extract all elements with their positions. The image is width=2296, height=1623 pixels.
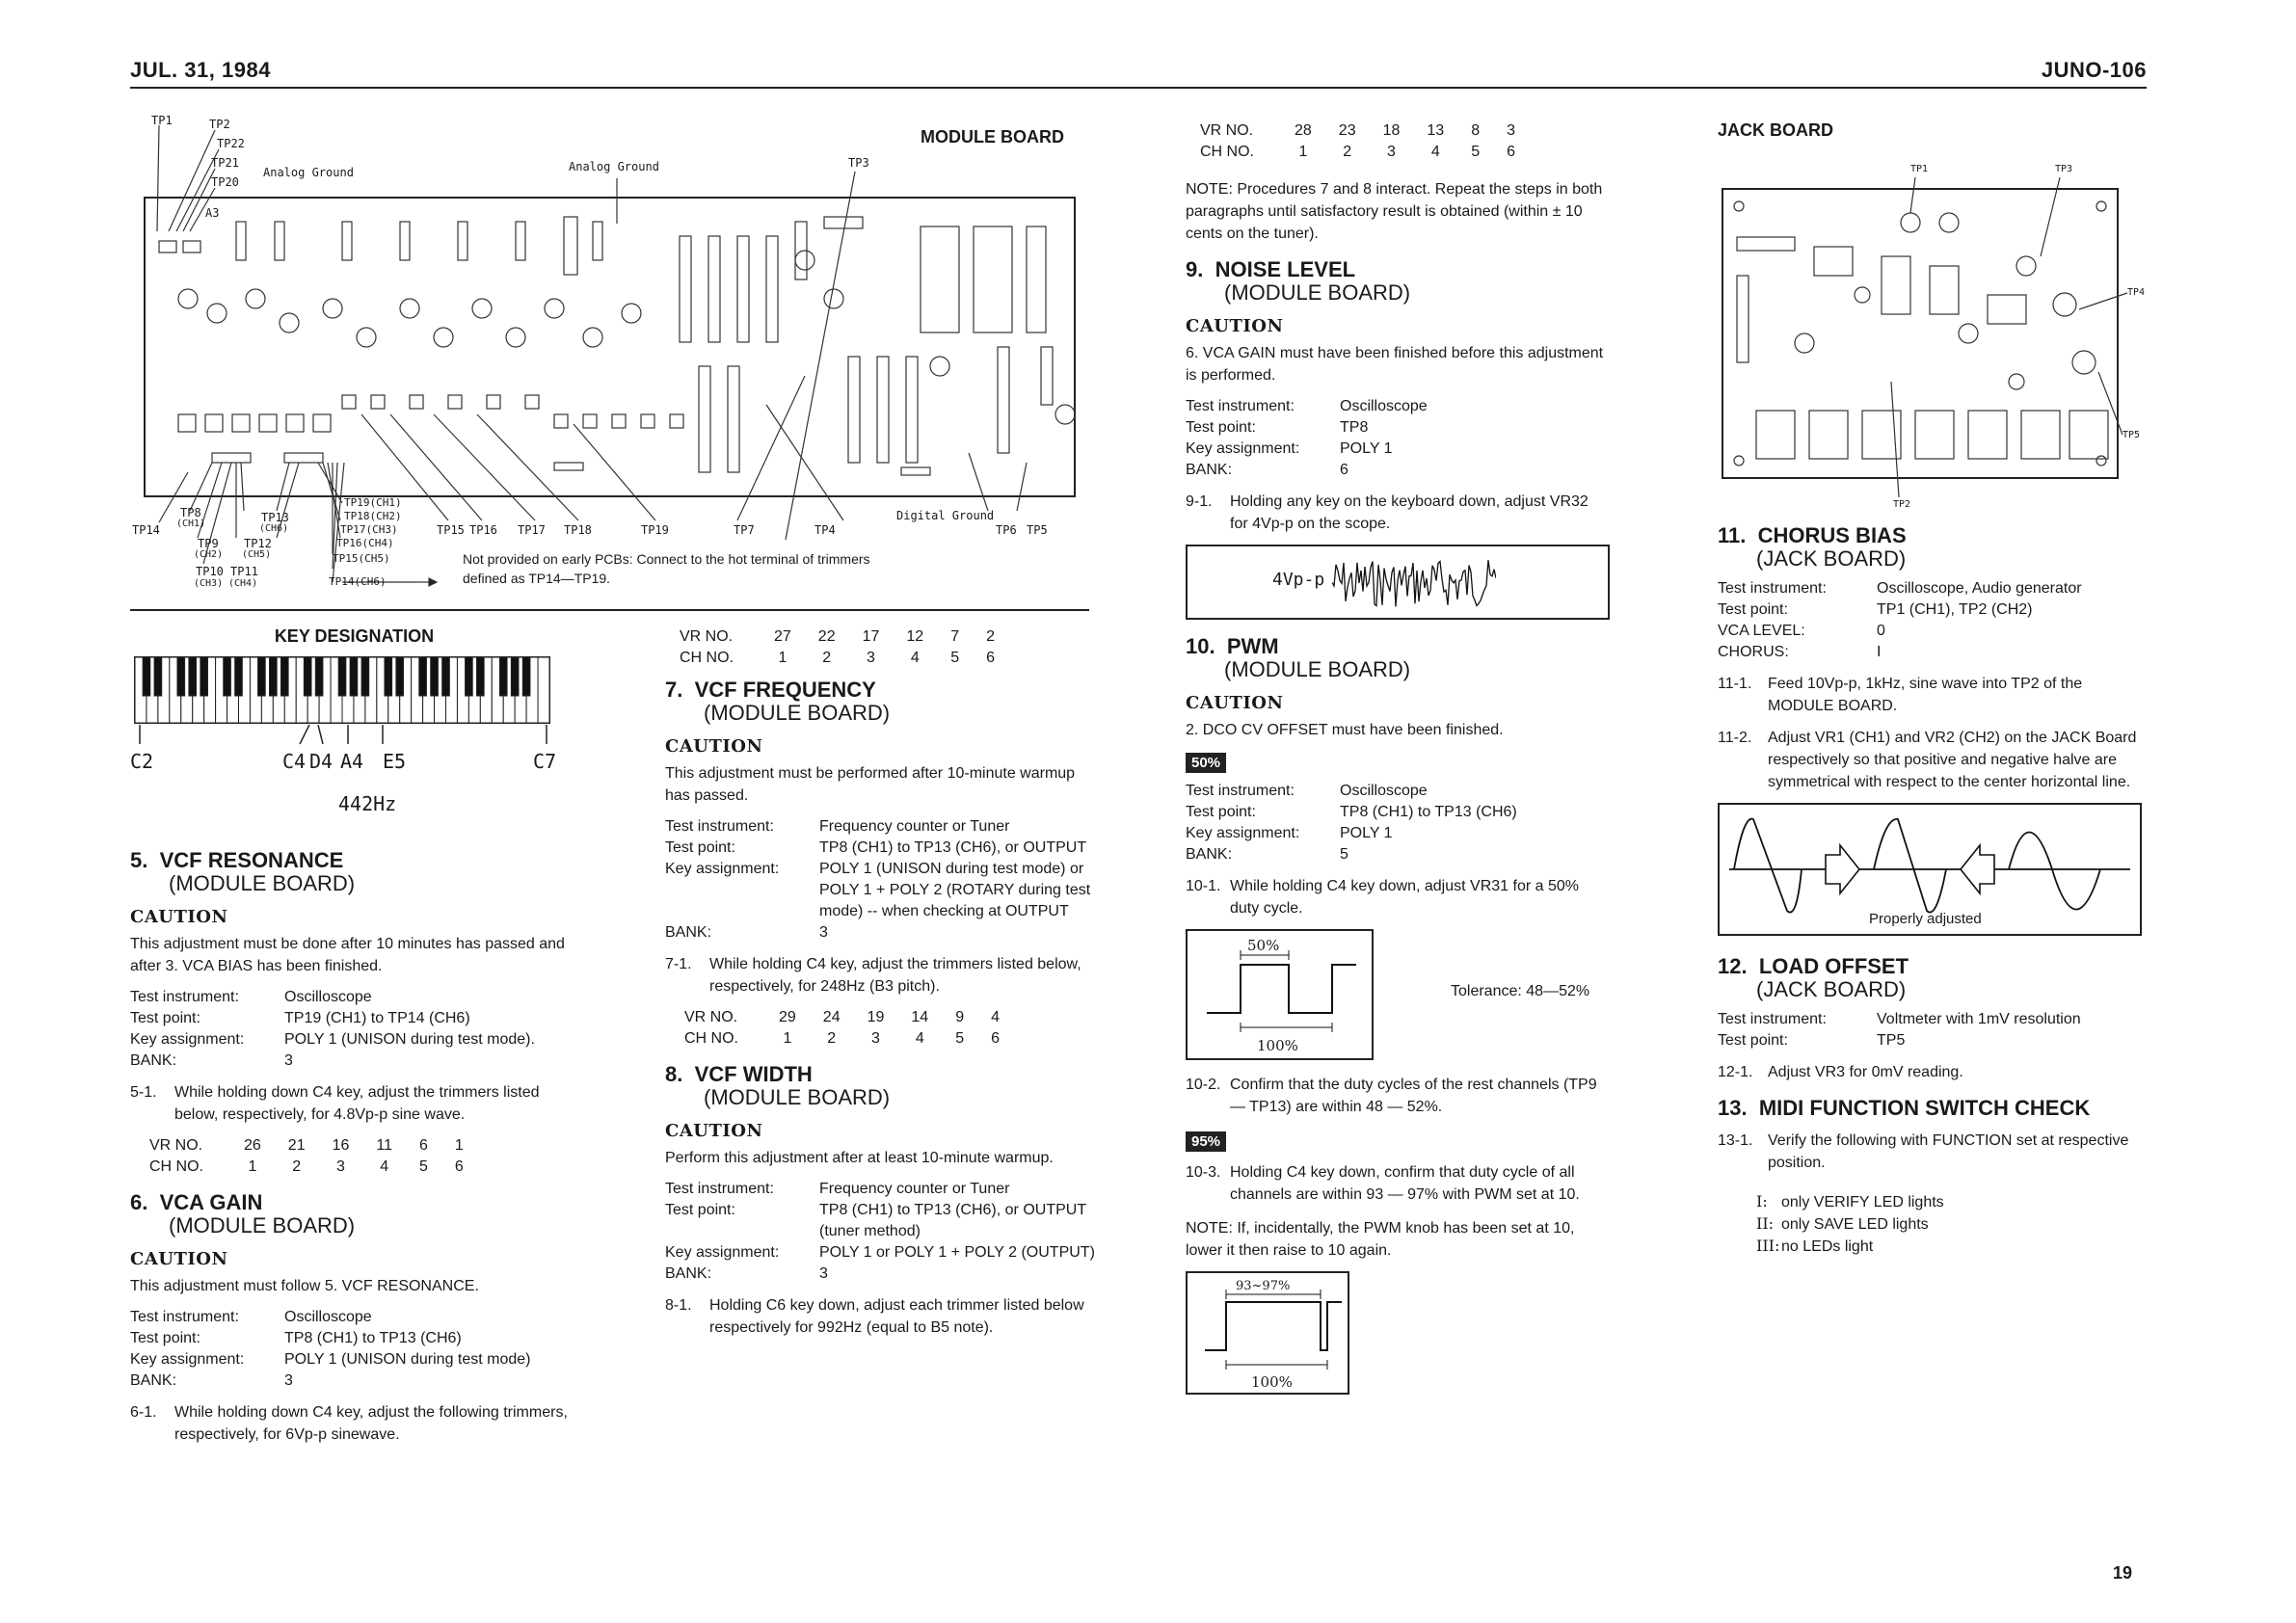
tp11-ch-label: (CH4) [228, 578, 258, 589]
col3-note: NOTE: Procedures 7 and 8 interact. Repeat the steps in both paragraphs until satisfactory result is obtained (within ± 10 cents on the tuner). [1186, 181, 1603, 242]
sec7-params: Test instrument: Frequency counter or Tuner Test point: TP8 (CH1) to TP13 (CH6), or OUTPUT Key assignment: POLY 1 (UNISON during test mode) or POLY 1 + POLY 2 (ROTARY during test mode) -- when checking at OUTPUT BANK: 3 [665, 818, 1091, 941]
black-key [270, 657, 278, 696]
module-board-note: Not provided on early PCBs: Connect to the hot terminal of trimmers defined as TP14—TP19. [463, 551, 870, 586]
pwm-50-bottom-label: 100% [1257, 1037, 1298, 1054]
tp6-label: TP6 [996, 523, 1017, 537]
tp2-label: TP2 [209, 118, 230, 131]
tp9-ch-label: (CH2) [194, 549, 224, 560]
black-key [177, 657, 185, 696]
tp18-label: TP18 [564, 523, 592, 537]
sec10-step1: 10-1. While holding C4 key down, adjust VR31 for a 50% duty cycle. [1186, 878, 1579, 917]
key-label-d4: D4 [309, 750, 334, 773]
tp11-label: TP11 [230, 565, 258, 578]
sec9-title: 9. NOISE LEVEL (MODULE BOARD) [1186, 257, 1411, 305]
sec11 [1718, 524, 2151, 936]
jack-tp1-label: TP1 [1910, 164, 1929, 174]
sec8 [665, 1063, 1099, 1339]
sec12-step: 12-1. Adjust VR3 for 0mV reading. [1718, 1064, 1963, 1080]
black-key [522, 657, 530, 696]
black-key [431, 657, 439, 696]
black-key [235, 657, 243, 696]
sec10-params: Test instrument: Oscilloscope Test point: TP8 (CH1) to TP13 (CH6) Key assignment: POLY 1 BANK: 5 [1186, 783, 1517, 863]
analog-ground-label-a: Analog Ground [263, 166, 354, 179]
sec12-title: 12. LOAD OFFSET (JACK BOARD) [1718, 954, 1909, 1001]
sec7-caution: CAUTION [665, 736, 763, 757]
col3-top-vr-table: VR NO. 28 23 18 13 8 3 CH NO. 1 2 3 4 5 6 [1200, 122, 1515, 160]
tp19-label: TP19 [641, 523, 669, 537]
sec10-caution-text: 2. DCO CV OFFSET must have been finished. [1186, 722, 1504, 738]
header-model: JUNO-106 [2041, 58, 2147, 82]
pwm-95-top-label: 93~97% [1236, 1279, 1291, 1293]
tp13-label: TP13 [261, 511, 289, 524]
black-key [154, 657, 162, 696]
tp19-ch1-label: TP19(CH1) [344, 496, 402, 509]
sec9-params: Test instrument: Oscilloscope Test point: TP8 Key assignment: POLY 1 BANK: 6 [1186, 398, 1428, 478]
sec6-params: Test instrument: Oscilloscope Test point: TP8 (CH1) to TP13 (CH6) Key assignment: POLY 1 (UNISON during test mode) BANK: 3 [130, 1309, 531, 1389]
sec10-caution: CAUTION [1186, 693, 1284, 713]
sec9-caution-text: 6. VCA GAIN must have been finished before this adjustment is performed. [1186, 345, 1604, 384]
pwm-50-top-label: 50% [1247, 937, 1280, 954]
sec8-caution: CAUTION [665, 1121, 763, 1141]
pwm-50-wave [1188, 931, 1372, 1058]
tp16-label: TP16 [469, 523, 497, 537]
sec7-caution-text: This adjustment must be performed after 10-minute warmup has passed. [665, 765, 1076, 804]
black-key [442, 657, 450, 696]
jack-board-drawing [1718, 141, 2142, 517]
black-key [361, 657, 369, 696]
sec8-step: 8-1. Holding C6 key down, adjust each trimmer listed below respectively for 992Hz (equal to B5 note). [665, 1297, 1084, 1336]
black-key [385, 657, 392, 696]
sec12-params: Test instrument: Voltmeter with 1mV resolution Test point: TP5 [1718, 1011, 2081, 1049]
pwm-tolerance: Tolerance: 48—52% [1451, 983, 1590, 999]
column-3 [1186, 120, 1610, 1395]
tp9-label: TP9 [198, 537, 219, 550]
tp8-label: TP8 [180, 506, 201, 519]
sec5-caution-text: This adjustment must be done after 10 minutes has passed and after 3. VCA BIAS has been finished. [130, 936, 565, 974]
pwm-50-scope [1186, 929, 1374, 1060]
digital-ground-label: Digital Ground [896, 509, 995, 522]
noise-waveform [1332, 556, 1496, 610]
jack-board-title: JACK BOARD [1718, 120, 1834, 140]
key-label-e5: E5 [383, 750, 407, 773]
key-label-c7: C7 [533, 750, 557, 773]
tp10-label: TP10 [196, 565, 224, 578]
chorus-scope [1718, 803, 2142, 936]
tp8-ch-label: (CH1) [176, 519, 206, 529]
sec6-step: 6-1. While holding down C4 key, adjust the following trimmers, respectively, for 6Vp-p sinewave. [130, 1404, 568, 1443]
key-label-c2: C2 [130, 750, 154, 773]
function-positions [1756, 1191, 2151, 1258]
module-board-title: MODULE BOARD [921, 127, 1064, 146]
column-1 [130, 626, 578, 1455]
tp13-ch-label: (CH6) [259, 523, 289, 534]
tp1-label: TP1 [151, 114, 173, 127]
tp20-label: TP20 [211, 175, 239, 189]
column-4 [1718, 120, 2151, 1258]
tp14-label: TP14 [132, 523, 160, 537]
key-freq-label: 442Hz [338, 792, 397, 815]
sec13-title: 13. MIDI FUNCTION SWITCH CHECK [1718, 1096, 2091, 1120]
tp21-label: TP21 [211, 156, 239, 170]
black-key [143, 657, 150, 696]
badge-50: 50% [1186, 753, 1226, 773]
sec12 [1718, 955, 2151, 1083]
noise-scope-label: 4Vp-p [1272, 570, 1325, 590]
sec11-step1: 11-1. Feed 10Vp-p, 1kHz, sine wave into TP2 of the MODULE BOARD. [1718, 676, 2083, 714]
module-board-figure [130, 106, 1094, 607]
black-key [419, 657, 427, 696]
tp22-label: TP22 [217, 137, 245, 150]
chorus-scope-caption: Properly adjusted [1869, 911, 1982, 927]
sec5 [130, 849, 578, 1178]
sec7 [665, 678, 1099, 1050]
key-label-a4: A4 [340, 750, 364, 773]
sec9-caution: CAUTION [1186, 316, 1284, 336]
sec9-step: 9-1. Holding any key on the keyboard down, adjust VR32 for 4Vp-p on the scope. [1186, 493, 1589, 532]
tp16-ch4-label: TP16(CH4) [336, 537, 394, 549]
tp12-label: TP12 [244, 537, 272, 550]
black-key [396, 657, 404, 696]
column-2 [665, 626, 1099, 1348]
jack-board-figure [1718, 141, 2146, 517]
tp5-label: TP5 [1027, 523, 1048, 537]
sec6-caution: CAUTION [130, 1249, 228, 1269]
page-number: 19 [2112, 1563, 2132, 1583]
tp12-ch-label: (CH5) [242, 549, 272, 560]
sec11-title: 11. CHORUS BIAS (JACK BOARD) [1718, 523, 1907, 571]
black-key [200, 657, 208, 696]
sec8-title: 8. VCF WIDTH (MODULE BOARD) [665, 1062, 891, 1109]
sec10-title: 10. PWM (MODULE BOARD) [1186, 634, 1411, 681]
sec6-title: 6. VCA GAIN (MODULE BOARD) [130, 1190, 356, 1237]
sec5-vr-table: VR NO. 26 21 16 11 6 1 CH NO. 1 2 3 4 5 6 [149, 1137, 464, 1175]
badge-95: 95% [1186, 1131, 1226, 1152]
black-key [315, 657, 323, 696]
jack-tp4-label: TP4 [2127, 287, 2146, 298]
tp4-label: TP4 [814, 523, 836, 537]
black-key [189, 657, 197, 696]
tp15-label: TP15 [437, 523, 465, 537]
section-divider [130, 609, 1089, 611]
pwm-95-wave [1188, 1273, 1348, 1393]
jack-tp5-label: TP5 [2122, 430, 2141, 440]
pwm-50-figure [1186, 929, 1610, 1064]
function-item: III: no LEDs light [1756, 1237, 1874, 1255]
sec5-step: 5-1. While holding down C4 key, adjust the trimmers listed below, respectively, for 4.8Vp-p sine wave. [130, 1084, 540, 1123]
key-label-c4: C4 [282, 750, 307, 773]
sec7-title: 7. VCF FREQUENCY (MODULE BOARD) [665, 678, 891, 725]
sec5-caution: CAUTION [130, 907, 228, 927]
white-key [538, 657, 549, 723]
tp3-label: TP3 [848, 156, 869, 170]
black-key [280, 657, 288, 696]
black-key [350, 657, 358, 696]
jack-tp2-label: TP2 [1893, 499, 1911, 510]
black-key [466, 657, 473, 696]
black-key [224, 657, 231, 696]
tp14-ch6-label: TP14(CH6) [329, 575, 387, 588]
sec10-note: NOTE: If, incidentally, the PWM knob has been set at 10, lower it then raise to 10 again. [1186, 1220, 1575, 1259]
black-key [499, 657, 507, 696]
tp15-ch5-label: TP15(CH5) [333, 552, 390, 565]
sec8-params: Test instrument: Frequency counter or Tuner Test point: TP8 (CH1) to TP13 (CH6), or OUTPUT (tuner method) Key assignment: POLY 1 or POLY 1 + POLY 2 (OUTPUT) BANK: 3 [665, 1181, 1095, 1282]
sec5-title: 5. VCF RESONANCE (MODULE BOARD) [130, 848, 356, 895]
sec8-caution-text: Perform this adjustment after at least 10-minute warmup. [665, 1150, 1054, 1166]
sec10 [1186, 635, 1610, 1395]
tp10-ch-label: (CH3) [194, 578, 224, 589]
tp17-ch3-label: TP17(CH3) [340, 523, 398, 536]
sec11-params: Test instrument: Oscilloscope, Audio generator Test point: TP1 (CH1), TP2 (CH2) VCA LEVEL: 0 CHORUS: I [1718, 580, 2082, 660]
tp18-ch2-label: TP18(CH2) [344, 510, 402, 522]
key-designation-title: KEY DESIGNATION [274, 626, 435, 646]
sec10-step3: 10-3. Holding C4 key down, confirm that duty cycle of all channels are within 93 — 97% with PWM set at 10. [1186, 1164, 1580, 1203]
function-item: II: only SAVE LED lights [1756, 1214, 1929, 1233]
analog-ground-label-b: Analog Ground [569, 160, 659, 173]
sec7-step: 7-1. While holding C4 key, adjust the trimmers listed below, respectively, for 248Hz (B3 pitch). [665, 956, 1081, 995]
black-key [477, 657, 485, 696]
sec7-vr-table: VR NO. 29 24 19 14 9 4 CH NO. 1 2 3 4 5 6 [684, 1009, 1000, 1047]
header-date: JUL. 31, 1984 [130, 58, 271, 82]
black-key [511, 657, 519, 696]
sec13 [1718, 1097, 2151, 1258]
tp7-label: TP7 [734, 523, 755, 537]
sec13-step: 13-1. Verify the following with FUNCTION set at respective position. [1718, 1132, 2129, 1171]
black-key [338, 657, 346, 696]
col2-top-vr-table: VR NO. 27 22 17 12 7 2 CH NO. 1 2 3 4 5 6 [680, 628, 995, 666]
black-key [258, 657, 266, 696]
function-item: I: only VERIFY LED lights [1756, 1192, 1944, 1211]
sec11-step2: 11-2. Adjust VR1 (CH1) and VR2 (CH2) on the JACK Board respectively so that positive and negative halve are symmetrical with respect to the center horizontal line. [1718, 730, 2137, 790]
pwm-95-bottom-label: 100% [1251, 1373, 1293, 1391]
sec10-step2: 10-2. Confirm that the duty cycles of the rest channels (TP9 — TP13) are within 48 — 52%. [1186, 1077, 1597, 1115]
sec6-caution-text: This adjustment must follow 5. VCF RESONANCE. [130, 1278, 479, 1294]
pwm-95-scope [1186, 1271, 1349, 1395]
header-rule [130, 87, 2147, 89]
jack-tp3-label: TP3 [2055, 164, 2073, 174]
black-key [304, 657, 311, 696]
tp17-label: TP17 [518, 523, 546, 537]
noise-scope [1186, 545, 1610, 620]
sec5-params: Test instrument: Oscilloscope Test point: TP19 (CH1) to TP14 (CH6) Key assignment: POLY 1 (UNISON during test mode). BANK: 3 [130, 989, 535, 1069]
sec9 [1186, 258, 1610, 620]
a3-label: A3 [205, 206, 220, 220]
sec6 [130, 1191, 578, 1446]
